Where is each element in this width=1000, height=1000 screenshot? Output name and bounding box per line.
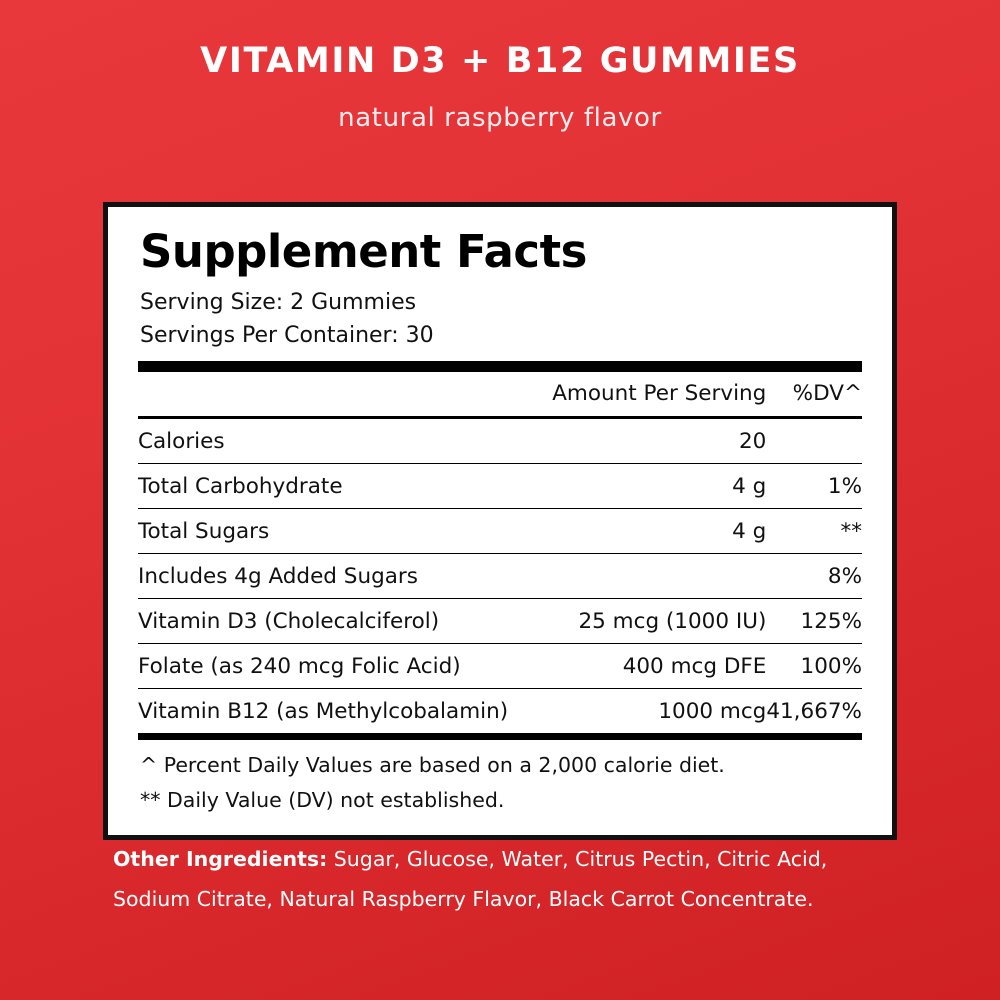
- nutrient-dv: 41,667%: [766, 688, 862, 733]
- table-row: [138, 688, 862, 733]
- serving-size: Serving Size: 2 Gummies: [140, 289, 417, 315]
- table-row: [138, 463, 862, 508]
- nutrient-name: Total Sugars: [138, 508, 536, 553]
- nutrient-name: Folate (as 240 mcg Folic Acid): [138, 643, 536, 688]
- nutrient-amount: 25 mcg (1000 IU): [536, 598, 766, 643]
- header: [0, 0, 1000, 132]
- table-row: [138, 598, 862, 643]
- nutrient-dv: [766, 417, 862, 463]
- other-ingredients: [113, 840, 933, 920]
- other-ingredients-text-1: Sugar, Glucose, Water, Citrus Pectin, Citric Acid,: [327, 847, 828, 871]
- thick-divider: [138, 361, 862, 372]
- col-header-dv: %DV^: [766, 372, 862, 418]
- supplement-facts-title: Supplement Facts: [140, 225, 587, 278]
- nutrient-dv: 125%: [766, 598, 862, 643]
- footnote-divider: [138, 733, 862, 740]
- table-row: [138, 508, 862, 553]
- table-row: [138, 553, 862, 598]
- nutrient-dv: 8%: [766, 553, 862, 598]
- supplement-facts-panel: [103, 202, 897, 840]
- nutrient-amount: 400 mcg DFE: [536, 643, 766, 688]
- nutrient-amount: 1000 mcg: [536, 688, 766, 733]
- nutrient-name: Vitamin B12 (as Methylcobalamin): [138, 688, 536, 733]
- other-ingredients-label: Other Ingredients:: [113, 847, 328, 871]
- servings-per-container: Servings Per Container: 30: [140, 322, 434, 348]
- nutrient-name: Calories: [138, 417, 536, 463]
- nutrient-amount: 4 g: [536, 508, 766, 553]
- table-header-row: [138, 372, 862, 418]
- nutrient-dv: **: [766, 508, 862, 553]
- nutrient-dv: 1%: [766, 463, 862, 508]
- nutrient-name: Includes 4g Added Sugars: [138, 553, 536, 598]
- nutrient-name: Total Carbohydrate: [138, 463, 536, 508]
- other-ingredients-line-1: [113, 840, 933, 880]
- col-header-nutrient: [138, 372, 536, 418]
- nutrient-amount: 4 g: [536, 463, 766, 508]
- nutrient-amount: [536, 553, 766, 598]
- product-subtitle: natural raspberry flavor: [338, 102, 662, 133]
- table-row: [138, 417, 862, 463]
- page-title: VITAMIN D3 + B12 GUMMIES: [200, 41, 800, 81]
- nutrient-name: Vitamin D3 (Cholecalciferol): [138, 598, 536, 643]
- table-row: [138, 643, 862, 688]
- nutrient-dv: 100%: [766, 643, 862, 688]
- footnote-dv-not-established: ** Daily Value (DV) not established.: [140, 787, 505, 812]
- nutrition-table: [138, 372, 862, 733]
- footnote-daily-values: ^ Percent Daily Values are based on a 2,000 calorie diet.: [140, 752, 725, 777]
- other-ingredients-line-2: Sodium Citrate, Natural Raspberry Flavor, Black Carrot Concentrate.: [113, 886, 814, 911]
- nutrient-amount: 20: [536, 417, 766, 463]
- col-header-amount: Amount Per Serving: [536, 372, 766, 418]
